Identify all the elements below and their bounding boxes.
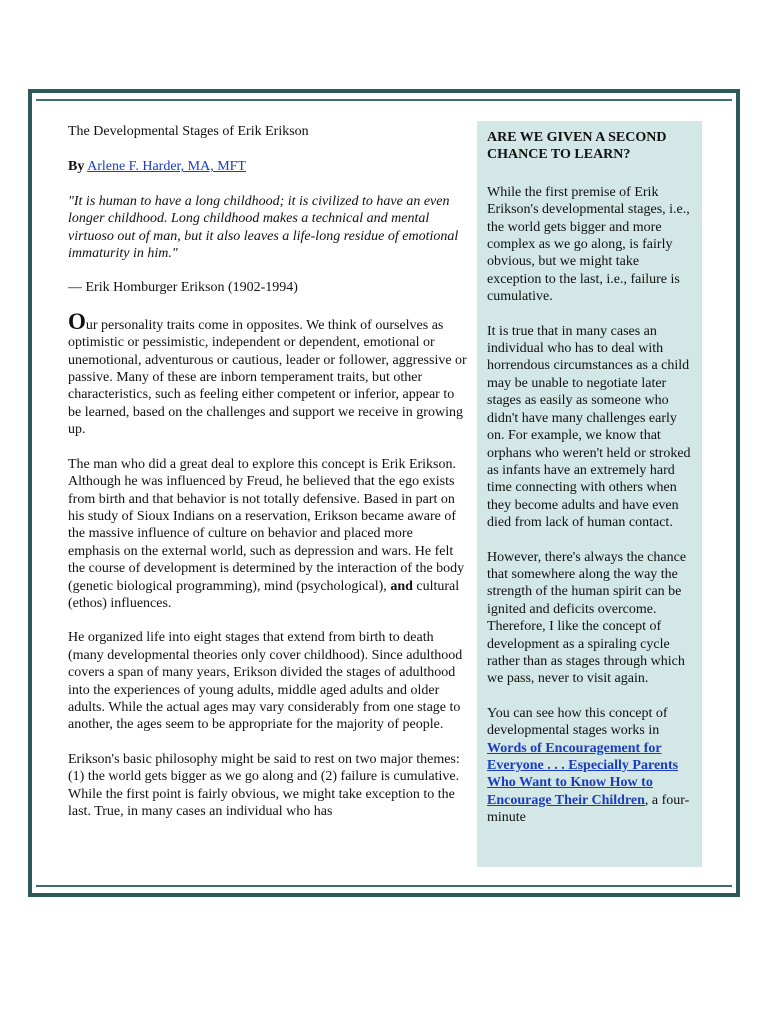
sidebar-paragraph-2: It is true that in many cases an individual who has to deal with horrendous circumstances as a child may be unable to negotiate later stages as easily as someone who didn't have many challenges early on. For example, we know that orphans who weren't held or stroked as infants have an extremely hard time connecting with others when they become adults and have even died from lack of human contact. [487, 323, 691, 531]
encouragement-link[interactable]: Words of Encouragement for Everyone . . . Especially Parents Who Want to Know How to Encourage Their Children [487, 740, 679, 808]
sidebar-heading: ARE WE GIVEN A SECOND CHANCE TO LEARN? [487, 130, 667, 163]
quote-attribution: — Erik Homburger Erikson (1902-1994) [68, 280, 298, 296]
sidebar-paragraph-1: While the first premise of Erik Erikson's developmental stages, i.e., the world gets bigger and more complex as we go along, is fairly obvious, but we might take exception to the last, i.e., failure is cumulative. [487, 184, 690, 305]
sidebar-box [477, 121, 702, 867]
paragraph-2-end: cultural (ethos) influences. [68, 578, 460, 611]
article-main-column [68, 123, 468, 837]
byline [68, 158, 468, 175]
sidebar-paragraph-4 [487, 705, 694, 827]
sidebar-paragraph-4-text: You can see how this concept of developmental stages works in [487, 705, 668, 739]
sidebar-paragraph-4-end: , a four-minute [487, 792, 690, 826]
paragraph-2-bold: and [390, 578, 413, 594]
byline-prefix: By [68, 159, 85, 175]
epigraph-quote: "It is human to have a long childhood; it is civilized to have an even longer childhood. Long childhood makes a technical and mental virtuoso out of man, but it also leaves a life-long residue of emotional immaturity in him." [68, 193, 459, 262]
paragraph-1-text: ur personality traits come in opposites. We think of ourselves as optimistic or pessimistic, independent or dependent, emotional or unemotional, adventurous or cautious, leader or follower, aggressive or passive. Many of these are inborn temperament traits, but other characteristics, such as feeling either competent or inferior, appear to be learned, based on the challenges and support we receive in growing up. [68, 317, 467, 438]
paragraph-2 [68, 456, 468, 613]
sidebar-paragraph-3: However, there's always the chance that somewhere along the way the strength of the human spirit can be ignited and deficits overcome. Therefore, I like the concept of development as a spiraling cycle rather than as stages through which we pass, never to visit again. [487, 549, 687, 687]
article-title: The Developmental Stages of Erik Erikson [68, 124, 309, 139]
author-link[interactable]: Arlene F. Harder, MA, MFT [87, 159, 246, 175]
paragraph-1 [68, 308, 468, 439]
paragraph-3: He organized life into eight stages that extend from birth to death (many developmental theories only cover childhood). Since adulthood covers a span of many years, Erikson divided the stages of adulthood into the experiences of young adults, middle aged adults and older adults. While the actual ages may vary considerably from one stage to another, the ages seem to be appropriate for the majority of people. [68, 630, 463, 733]
drop-cap: O [68, 308, 86, 334]
paragraph-2-text: The man who did a great deal to explore this concept is Erik Erikson. Although he was influenced by Freud, he believed that the ego exists from birth and that behavior is not totally defensive. Based in part on his study of Sioux Indians on a reservation, Erikson became aware of the massive influence of culture on behavior and placed more emphasis on the external world, such as depression and wars. He felt the course of development is determined by the interaction of the body (genetic biological programming), mind (psychological), [68, 456, 465, 594]
paragraph-4: Erikson's basic philosophy might be said to rest on two major themes: (1) the world gets bigger as we go along and (2) failure is cumulative. While the first point is fairly obvious, we might take exception to the last. True, in many cases an individual who has [68, 751, 460, 819]
